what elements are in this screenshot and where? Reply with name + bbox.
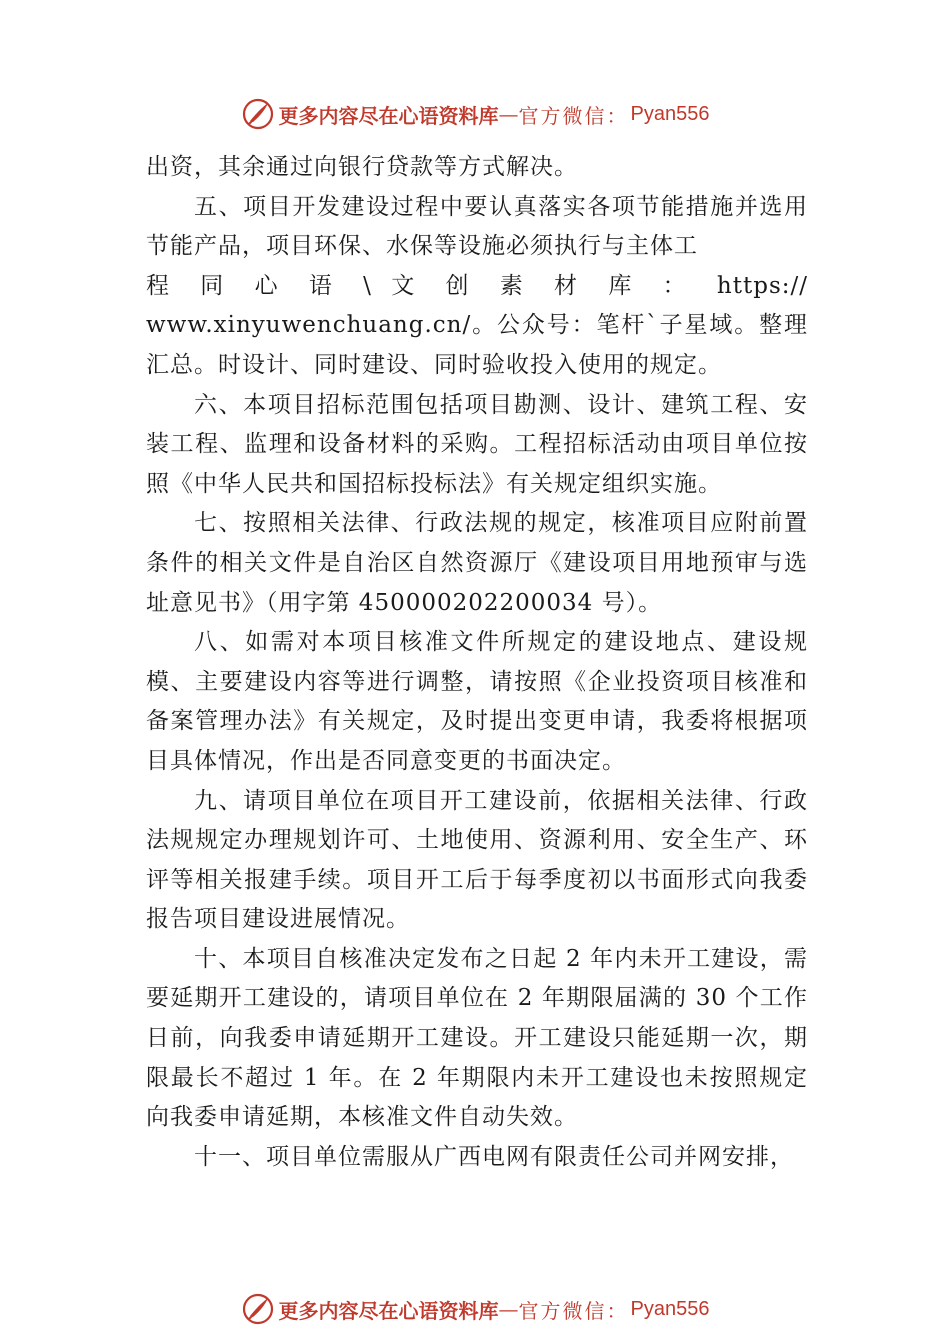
paragraph-continuation: 出资，其余通过向银行贷款等方式解决。 bbox=[146, 154, 578, 180]
watermark-separator: — bbox=[498, 102, 519, 126]
quill-seal-icon bbox=[241, 1292, 275, 1326]
watermark-brand: 更多内容尽在心语资料库 bbox=[278, 103, 499, 128]
url-rest: www.xinyuwenchuang.cn/。公众号：笔杆`子星域。整理汇总。时设计、同时建设、同时验收投入使用的规定。 bbox=[146, 312, 808, 378]
paragraph-item-8: 八、如需对本项目核准文件所规定的建设地点、建设规模、主要建设内容等进行调整，请按照《企业投资项目核准和备案管理办法》有关规定，及时提出变更申请，我委将根据项目具体情况，作出是否同意变更的书面决定。 bbox=[146, 629, 808, 774]
watermark-id: Pyan556 bbox=[630, 102, 710, 125]
watermark-separator: — bbox=[498, 1297, 519, 1321]
watermark-header bbox=[0, 94, 950, 134]
watermark-brand: 更多内容尽在心语资料库 bbox=[278, 1298, 499, 1323]
paragraph-item-5-cont bbox=[146, 267, 808, 386]
watermark-footer bbox=[0, 1289, 950, 1329]
watermark-label: 官方微信： bbox=[518, 103, 629, 128]
paragraph-item-6: 六、本项目招标范围包括项目勘测、设计、建筑工程、安装工程、监理和设备材料的采购。工程招标活动由项目单位按照《中华人民共和国招标投标法》有关规定组织实施。 bbox=[146, 391, 808, 497]
paragraph-item-9: 九、请项目单位在项目开工建设前，依据相关法律、行政法规规定办理规划许可、土地使用、资源利用、安全生产、环评等相关报建手续。项目开工后于每季度初以书面形式向我委报告项目建设进展情况。 bbox=[146, 787, 808, 933]
paragraph-item-5: 五、项目开发建设过程中要认真落实各项节能措施并选用节能产品，项目环保、水保等设施必须执行与主体工 bbox=[146, 193, 808, 260]
document-body bbox=[146, 148, 808, 1177]
paragraph-item-11: 十一、项目单位需服从广西电网有限责任公司并网安排， bbox=[194, 1143, 794, 1170]
watermark-label: 官方微信： bbox=[518, 1298, 629, 1323]
paragraph-item-7: 七、按照相关法律、行政法规的规定，核准项目应附前置条件的相关文件是自治区自然资源厅《建设项目用地预审与选址意见书》（用字第 450000202200034 号）。 bbox=[146, 510, 808, 616]
paragraph-item-10: 十、本项目自核准决定发布之日起 2 年内未开工建设，需要延期开工建设的，请项目单位在 2 年期限届满的 30 个工作日前，向我委申请延期开工建设。开工建设只能延期一次，期限最长不超过 1 年。在 2 年期限内未开工建设也未按照规定向我委申请延期，本核准文件自动失效。 bbox=[146, 945, 808, 1131]
quill-seal-icon bbox=[241, 97, 275, 131]
watermark-id: Pyan556 bbox=[630, 1297, 710, 1320]
url-line: 程 同 心 语 \ 文 创 素 材 库 ： https:// bbox=[146, 272, 808, 299]
